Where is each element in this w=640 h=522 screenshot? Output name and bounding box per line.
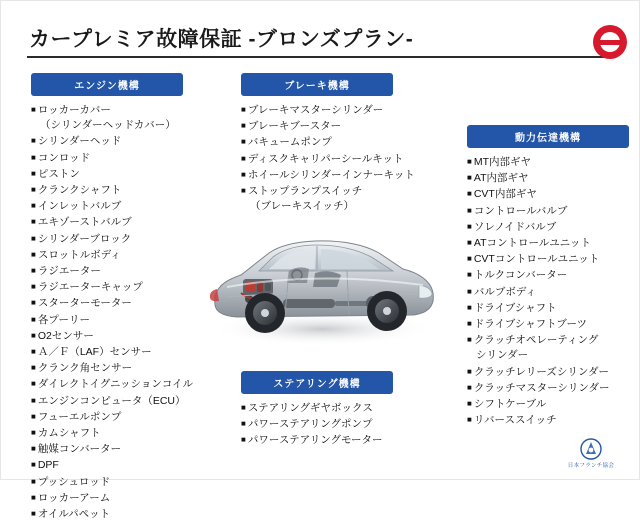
list-item bbox=[31, 457, 183, 473]
list-item bbox=[31, 182, 183, 198]
list-brake bbox=[241, 102, 415, 214]
list-item-label: ホイールシリンダーインナーキット bbox=[247, 168, 415, 181]
list-item bbox=[467, 203, 623, 219]
section-header-drivetrain: 動力伝達機構 bbox=[467, 125, 629, 148]
bullet-icon: ■ bbox=[467, 399, 472, 409]
bullet-icon: ■ bbox=[467, 302, 472, 312]
list-item-label: クランクシャフト bbox=[37, 184, 122, 197]
red-circle-emblem-icon bbox=[593, 25, 627, 59]
bullet-icon: ■ bbox=[467, 221, 472, 231]
bullet-icon: ■ bbox=[467, 382, 472, 392]
list-item-label: ドライブシャフト bbox=[473, 301, 557, 314]
list-drivetrain bbox=[467, 154, 623, 428]
bullet-icon: ■ bbox=[31, 363, 36, 373]
bullet-icon: ■ bbox=[467, 415, 472, 425]
list-item-label: シフトケーブル bbox=[473, 398, 547, 411]
list-item bbox=[241, 167, 415, 183]
list-item-label: スターターモーター bbox=[37, 297, 132, 310]
bullet-icon: ■ bbox=[31, 298, 36, 308]
list-item-label: AT内部ギヤ bbox=[473, 172, 529, 185]
bullet-icon: ■ bbox=[467, 319, 472, 329]
bullet-icon: ■ bbox=[31, 168, 36, 178]
list-item bbox=[241, 118, 391, 134]
bullet-icon: ■ bbox=[467, 173, 472, 183]
bullet-icon: ■ bbox=[31, 509, 36, 519]
list-item bbox=[467, 267, 623, 283]
bullet-icon: ■ bbox=[31, 201, 36, 211]
bullet-icon: ■ bbox=[31, 395, 36, 405]
list-item bbox=[31, 393, 186, 409]
list-item bbox=[467, 219, 623, 235]
bullet-icon: ■ bbox=[31, 476, 36, 486]
bullet-icon: ■ bbox=[241, 105, 246, 114]
list-item-label: コントロールバルブ bbox=[473, 204, 568, 217]
list-item-label: シリンダー bbox=[476, 349, 529, 362]
list-item-label: DPF bbox=[37, 459, 59, 472]
list-item bbox=[241, 183, 391, 199]
list-item bbox=[467, 235, 623, 251]
list-item-label: CVT内部ギヤ bbox=[473, 188, 537, 201]
list-item-label: エキゾーストバルブ bbox=[37, 216, 132, 229]
bullet-icon: ■ bbox=[31, 492, 36, 502]
bullet-icon: ■ bbox=[467, 286, 472, 296]
bullet-icon: ■ bbox=[467, 189, 472, 199]
section-brake bbox=[241, 73, 415, 214]
list-item bbox=[241, 199, 391, 214]
list-item bbox=[31, 231, 183, 247]
bullet-icon: ■ bbox=[467, 270, 472, 280]
list-item bbox=[467, 170, 623, 186]
list-item-label: エンジンコンピュータ（ECU） bbox=[37, 394, 186, 407]
list-item bbox=[31, 474, 183, 490]
list-item-label: フューエルポンプ bbox=[37, 410, 122, 423]
bullet-icon: ■ bbox=[467, 254, 472, 264]
list-item-label: バキュームポンプ bbox=[247, 136, 332, 149]
list-item bbox=[31, 312, 183, 328]
list-item-label: ピストン bbox=[37, 167, 80, 180]
bullet-icon: ■ bbox=[31, 152, 36, 162]
list-item bbox=[31, 490, 183, 506]
list-item-label: オイルパペット bbox=[37, 508, 111, 521]
list-item bbox=[31, 166, 183, 182]
list-item bbox=[31, 376, 194, 392]
bullet-icon: ■ bbox=[31, 136, 36, 146]
list-item bbox=[31, 150, 183, 166]
list-item bbox=[31, 279, 183, 295]
list-item-label: ATコントロールユニット bbox=[473, 237, 591, 250]
list-item-label: 触媒コンバーター bbox=[37, 443, 122, 456]
bullet-icon: ■ bbox=[241, 121, 246, 131]
list-item bbox=[31, 425, 183, 441]
list-item bbox=[31, 247, 183, 263]
list-steering bbox=[241, 400, 391, 449]
list-item bbox=[467, 332, 623, 348]
list-item bbox=[31, 295, 183, 311]
list-item-label: シリンダーブロック bbox=[37, 232, 132, 245]
section-steering bbox=[241, 371, 391, 449]
list-item bbox=[241, 400, 391, 416]
list-item-label: ステアリングギヤボックス bbox=[247, 402, 373, 414]
bullet-icon: ■ bbox=[241, 169, 246, 179]
list-item-label: ディスクキャリパーシールキット bbox=[247, 152, 404, 165]
bullet-icon: ■ bbox=[31, 282, 36, 292]
list-item-label: インレットバルブ bbox=[37, 200, 122, 213]
bullet-icon: ■ bbox=[241, 137, 246, 147]
bullet-icon: ■ bbox=[241, 403, 246, 412]
bullet-icon: ■ bbox=[31, 266, 36, 276]
list-item-label: ラジエーター bbox=[37, 265, 101, 278]
bullet-icon: ■ bbox=[241, 419, 246, 429]
list-item-label: ロッカーアーム bbox=[37, 491, 111, 504]
bullet-icon: ■ bbox=[31, 379, 36, 389]
list-item bbox=[31, 360, 183, 376]
list-item bbox=[31, 102, 183, 118]
section-engine bbox=[31, 73, 194, 522]
page-title: カープレミア故障保証 -ブロンズプラン- bbox=[29, 28, 414, 51]
list-item bbox=[241, 134, 391, 150]
list-item-label: ストップランプスイッチ bbox=[247, 185, 363, 198]
bullet-icon: ■ bbox=[31, 444, 36, 454]
list-item-label: クラッチマスターシリンダー bbox=[473, 381, 610, 394]
bullet-icon: ■ bbox=[31, 428, 36, 438]
list-item bbox=[31, 118, 183, 133]
footer-logo-caption: 日本フランチ協会 bbox=[567, 463, 615, 469]
list-item bbox=[467, 380, 623, 396]
list-item bbox=[241, 416, 391, 432]
list-item-label: コンロッド bbox=[37, 151, 91, 164]
list-item bbox=[31, 344, 183, 360]
list-item bbox=[467, 154, 623, 170]
list-item bbox=[31, 328, 183, 344]
list-item-label: プッシュロッド bbox=[37, 475, 111, 488]
list-engine bbox=[31, 102, 194, 522]
bullet-icon: ■ bbox=[467, 366, 472, 376]
bullet-icon: ■ bbox=[31, 105, 36, 114]
list-item-label: ソレノイドバルブ bbox=[473, 220, 557, 233]
bullet-icon: ■ bbox=[467, 205, 472, 215]
list-item-label: クラッチオペレーティング bbox=[473, 334, 599, 347]
list-item-label: トルクコンバーター bbox=[473, 269, 568, 282]
list-item-label: ダイレクトイグニッションコイル bbox=[37, 378, 194, 391]
bullet-icon: ■ bbox=[467, 335, 472, 345]
list-item bbox=[467, 348, 623, 363]
list-item-label: ブレーキブースター bbox=[247, 120, 342, 133]
bullet-icon: ■ bbox=[31, 249, 36, 259]
list-item bbox=[467, 412, 623, 428]
section-header-engine: エンジン機構 bbox=[31, 73, 183, 96]
list-item bbox=[31, 263, 183, 279]
list-item-label: O2センサー bbox=[37, 329, 94, 342]
bullet-icon: ■ bbox=[31, 460, 36, 470]
list-item-label: クラッチレリーズシリンダー bbox=[473, 365, 609, 378]
list-item bbox=[31, 133, 183, 149]
list-item bbox=[467, 364, 623, 380]
bullet-icon: ■ bbox=[31, 330, 36, 340]
section-header-steering: ステアリング機構 bbox=[241, 371, 393, 394]
list-item-label: パワーステアリングモーター bbox=[247, 434, 383, 447]
list-item-label: ブレーキマスターシリンダー bbox=[247, 104, 384, 116]
list-item bbox=[31, 441, 183, 457]
footer-logo bbox=[559, 438, 623, 469]
list-item bbox=[467, 251, 623, 267]
bullet-icon: ■ bbox=[241, 153, 246, 163]
list-item-label: （ブレーキスイッチ） bbox=[250, 200, 354, 213]
list-item bbox=[31, 409, 183, 425]
list-item-label: ロッカーカバー bbox=[37, 104, 111, 116]
list-item bbox=[467, 186, 623, 202]
list-item-label: CVTコントロールユニット bbox=[473, 253, 600, 266]
bullet-icon: ■ bbox=[31, 217, 36, 227]
jaf-style-emblem-icon bbox=[580, 438, 602, 460]
list-item-label: （シリンダーヘッドカバー） bbox=[40, 119, 176, 132]
cutaway-sedan-illustration bbox=[197, 201, 447, 361]
list-item bbox=[241, 102, 391, 118]
title-bar bbox=[1, 1, 640, 57]
list-item-label: ドライブシャフトブーツ bbox=[473, 318, 588, 331]
list-item bbox=[241, 432, 391, 448]
list-item-label: クランク角センサー bbox=[37, 362, 133, 375]
bullet-icon: ■ bbox=[31, 314, 36, 324]
list-item-label: リバーススイッチ bbox=[473, 414, 557, 427]
list-item-label: Ａ／Ｆ（LAF）センサー bbox=[37, 346, 152, 359]
bullet-icon: ■ bbox=[467, 238, 472, 248]
section-header-brake: ブレーキ機構 bbox=[241, 73, 393, 96]
bullet-icon: ■ bbox=[241, 186, 246, 196]
list-item-label: カムシャフト bbox=[37, 427, 101, 440]
list-item bbox=[241, 151, 404, 167]
list-item-label: バルブボディ bbox=[473, 285, 537, 298]
bullet-icon: ■ bbox=[31, 185, 36, 195]
bullet-icon: ■ bbox=[241, 435, 246, 445]
list-item-label: MT内部ギヤ bbox=[473, 156, 532, 168]
list-item bbox=[31, 214, 183, 230]
bullet-icon: ■ bbox=[31, 411, 36, 421]
list-item-label: スロットルボディ bbox=[37, 248, 121, 261]
list-item bbox=[467, 300, 623, 316]
list-item bbox=[467, 284, 623, 300]
title-divider bbox=[27, 56, 615, 58]
bullet-icon: ■ bbox=[467, 157, 472, 166]
list-item-label: ラジエーターキャップ bbox=[37, 281, 143, 294]
list-item bbox=[31, 506, 183, 522]
list-item bbox=[467, 316, 623, 332]
section-drivetrain bbox=[467, 125, 623, 428]
list-item-label: パワーステアリングポンプ bbox=[247, 418, 373, 431]
list-item bbox=[467, 396, 623, 412]
list-item bbox=[31, 198, 183, 214]
list-item-label: 各プーリー bbox=[37, 313, 91, 326]
list-item-label: シリンダーヘッド bbox=[37, 135, 122, 148]
bullet-icon: ■ bbox=[31, 233, 36, 243]
bullet-icon: ■ bbox=[31, 347, 36, 357]
